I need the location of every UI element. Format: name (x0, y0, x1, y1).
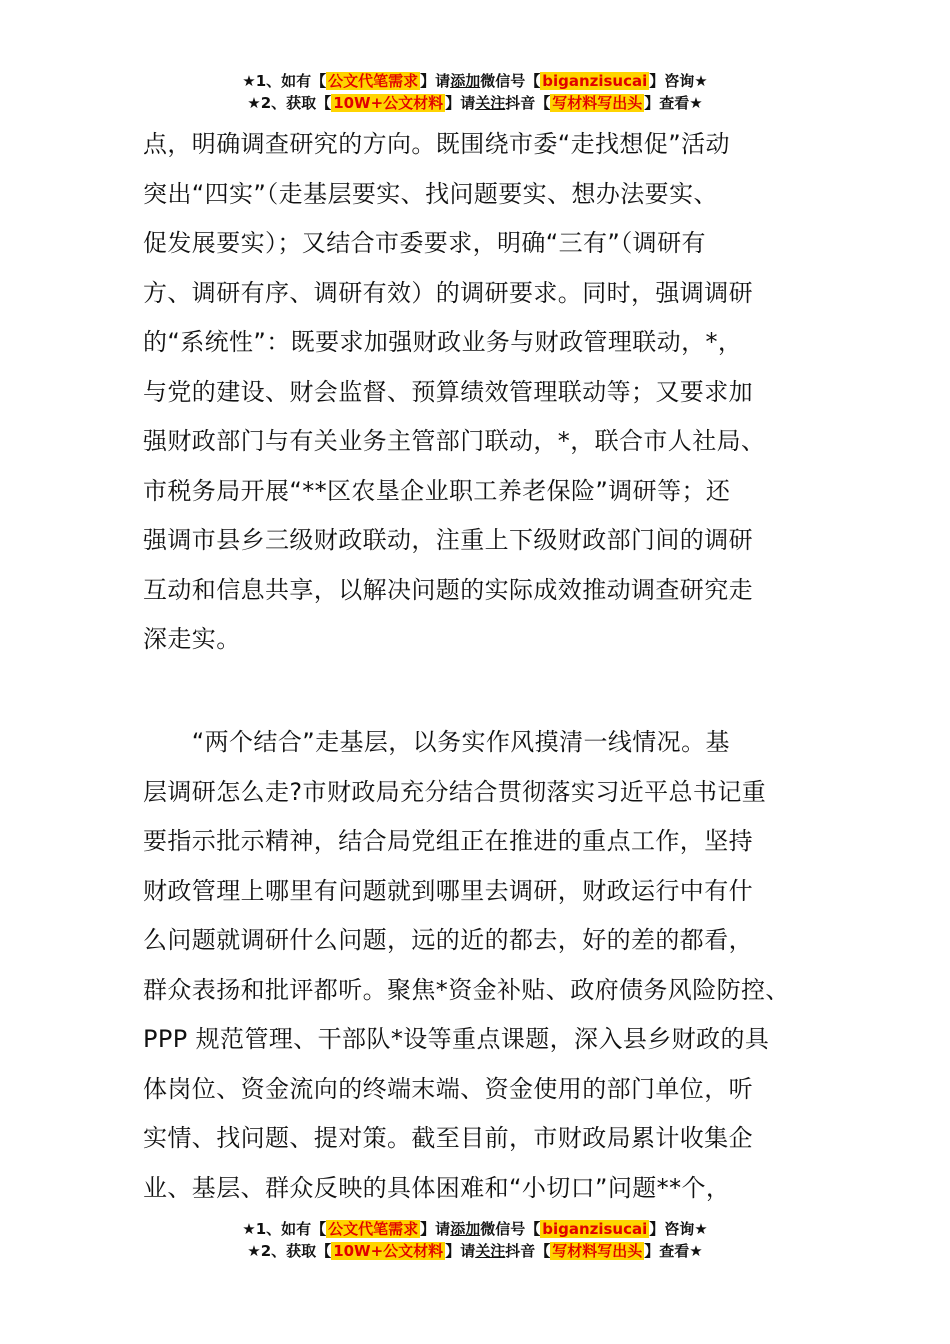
text-line: 的“系统性”：既要求加强财政业务与财政管理联动，*， (143, 328, 743, 356)
banner-highlight: 公文代笔需求 (328, 72, 419, 90)
text-line: 么问题就调研什么问题，远的近的都去，好的差的都看， (143, 926, 753, 954)
text-line: 深走实。 (143, 625, 241, 653)
banner-text: 微信号【 (480, 1220, 541, 1238)
text-line: PPP 规范管理、干部队*设等重点课题，深入县乡财政的具 (143, 1025, 770, 1053)
footer-banner-line-1 (0, 1218, 950, 1240)
text-line: 互动和信息共享，以解决问题的实际成效推动调查研究走 (143, 575, 753, 604)
text-line: 强调市县乡三级财政联动，注重上下级财政部门间的调研 (143, 526, 753, 554)
text-line: 层调研怎么走?市财政局充分结合贯彻落实习近平总书记重 (143, 777, 767, 806)
text-line: 方、调研有序、调研有效）的调研要求。同时，强调调研 (143, 278, 753, 307)
banner-text: 】请 (445, 1242, 476, 1260)
banner-text: ★1、如有【 (242, 72, 327, 90)
paragraph-2 (143, 718, 811, 1213)
banner-text: 】咨询★ (649, 72, 708, 90)
banner-text: 微信号【 (480, 72, 541, 90)
text-line: 突出“四实”（走基层要实、找问题要实、想办法要实、 (143, 179, 718, 208)
banner-text: 】请 (420, 72, 451, 90)
banner-highlight: 10W+公文材料 (333, 1242, 444, 1260)
header-banner (0, 70, 950, 114)
text-line: 业、基层、群众反映的具体困难和“小切口”问题**个， (143, 1173, 731, 1202)
text-line: 点，明确调查研究的方向。既围绕市委“走找想促”活动 (143, 130, 730, 158)
banner-wechat-id: biganzisucai (542, 1220, 648, 1238)
banner-text: ★2、获取【 (247, 1242, 332, 1260)
banner-text: 】查看★ (644, 94, 703, 112)
banner-text: ★1、如有【 (242, 1220, 327, 1238)
text-line: 群众表扬和批评都听。聚焦*资金补贴、政府债务风险防控、 (143, 975, 790, 1004)
banner-wechat-id: biganzisucai (542, 72, 648, 90)
banner-underline: 关注 (475, 94, 506, 112)
banner-douyin-id: 写材料写出头 (552, 1242, 643, 1260)
banner-underline: 添加 (450, 1220, 481, 1238)
banner-douyin-id: 写材料写出头 (552, 94, 643, 112)
banner-highlight: 10W+公文材料 (333, 94, 444, 112)
banner-text: 】请 (420, 1220, 451, 1238)
banner-text: 】查看★ (644, 1242, 703, 1260)
banner-highlight: 公文代笔需求 (328, 1220, 419, 1238)
banner-text: 】咨询★ (649, 1220, 708, 1238)
paragraph-1 (143, 120, 811, 665)
text-line: 与党的建设、财会监督、预算绩效管理联动等；又要求加 (143, 377, 753, 406)
text-line: 市税务局开展“**区农垦企业职工养老保险”调研等；还 (143, 476, 731, 505)
text-line: 促发展要实）；又结合市委要求，明确“三有”（调研有 (143, 229, 706, 257)
header-banner-line-2 (0, 92, 950, 114)
text-line: 财政管理上哪里有问题就到哪里去调研，财政运行中有什 (143, 876, 753, 905)
text-line: 体岗位、资金流向的终端末端、资金使用的部门单位，听 (143, 1074, 753, 1103)
text-line: 要指示批示精神，结合局党组正在推进的重点工作，坚持 (143, 827, 753, 855)
banner-underline: 关注 (475, 1242, 506, 1260)
banner-text: 】请 (445, 94, 476, 112)
banner-text: 抖音【 (505, 1242, 551, 1260)
text-line: 实情、找问题、提对策。截至目前，市财政局累计收集企 (143, 1124, 753, 1152)
banner-text: ★2、获取【 (247, 94, 332, 112)
banner-text: 抖音【 (505, 94, 551, 112)
footer-banner (0, 1218, 950, 1262)
text-line: “两个结合”走基层，以务实作风摸清一线情况。基 (143, 728, 730, 756)
header-banner-line-1 (0, 70, 950, 92)
footer-banner-line-2 (0, 1240, 950, 1262)
banner-underline: 添加 (450, 72, 481, 90)
text-line: 强财政部门与有关业务主管部门联动，*，联合市人社局、 (143, 427, 766, 455)
